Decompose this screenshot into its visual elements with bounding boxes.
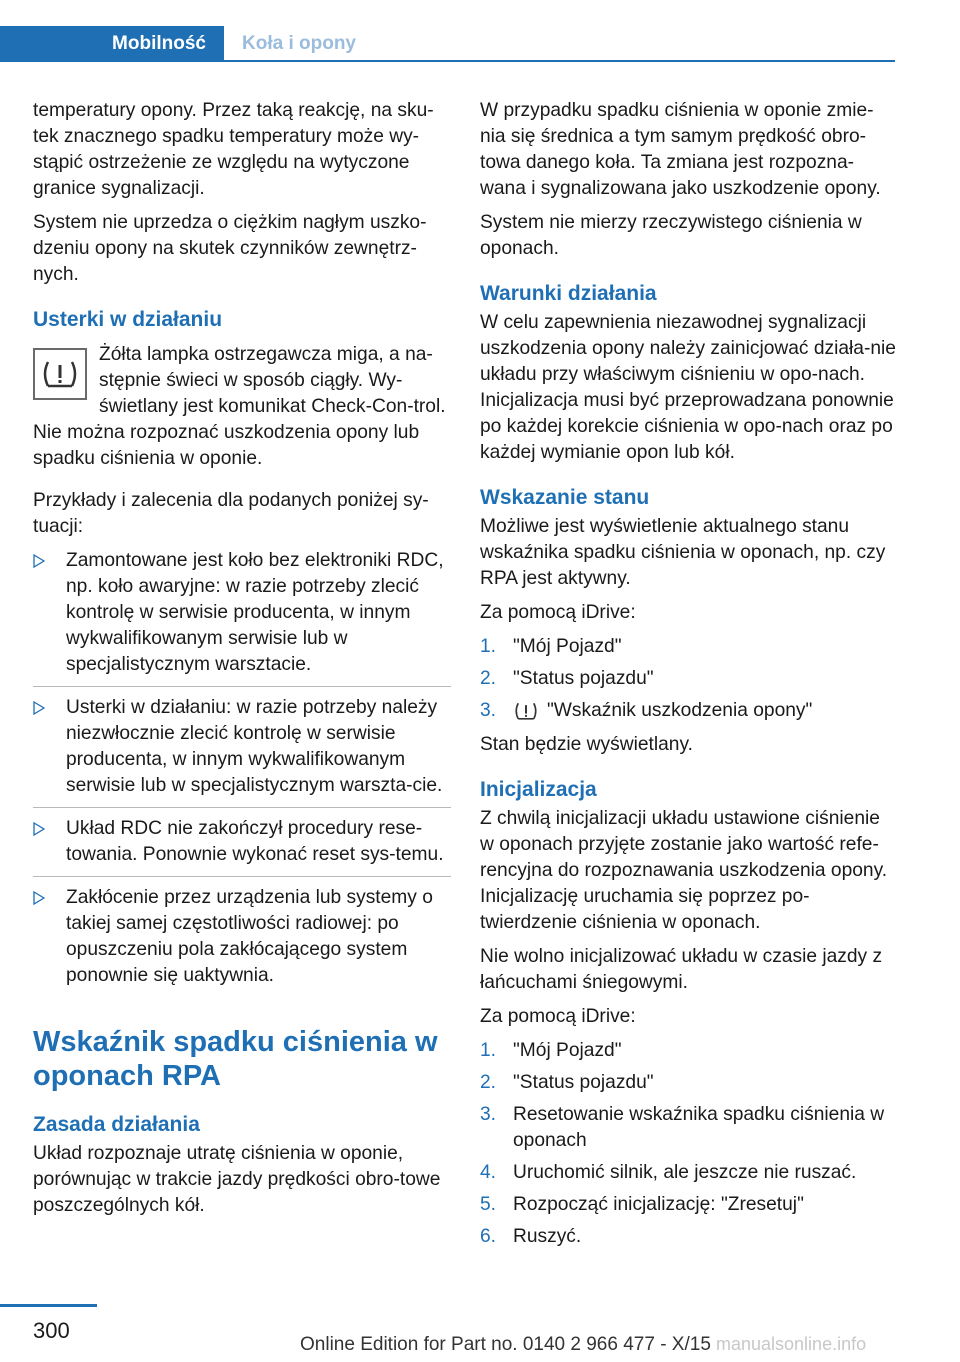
tab-kola-label: Koła i opony <box>242 33 356 54</box>
list-item <box>480 1160 898 1186</box>
list-item <box>480 1102 898 1154</box>
list-item-text: Uruchomić silnik, ale jeszcze nie ruszać. <box>513 1162 857 1183</box>
left-column <box>33 98 451 1227</box>
list-item <box>480 1038 898 1064</box>
list-item <box>33 695 451 808</box>
tab-mobilnosc[interactable] <box>0 26 224 62</box>
list-item <box>480 1192 898 1218</box>
tab-kola-i-opony[interactable] <box>224 26 356 62</box>
heading-stan: Wskazanie stanu <box>480 486 650 509</box>
warning-block <box>33 342 451 472</box>
list-item <box>33 548 451 687</box>
list-item-text: "Mój Pojazd" <box>513 1040 622 1061</box>
paragraph: W przypadku spadku ciśnienia w oponie zmie-nia się średnica a tym samym prędkość obro-towa danego koła. Ta zmiana jest rozpozna-wana i sygnalizowana jako uszkodzenie opony. <box>480 100 881 199</box>
edition-text: Online Edition for Part no. 0140 2 966 477 - X/15 <box>300 1334 711 1355</box>
list-item-text: Usterki w działaniu: w razie potrzeby należy niezwłocznie zlecić kontrolę w serwisie producenta, w innym wykwalifikowanym serwisie lub w specjalistycznym warszta-cie. <box>66 697 443 796</box>
paragraph: System nie mierzy rzeczywistego ciśnienia w oponach. <box>480 212 862 259</box>
paragraph: Przykłady i zalecenia dla podanych poniżej sy-tuacji: <box>33 490 429 537</box>
watermark: manualsonline.info <box>716 1334 867 1354</box>
paragraph: Stan będzie wyświetlany. <box>480 734 693 755</box>
section-title: Wskaźnik spadku ciśnienia w oponach RPA <box>33 1026 438 1092</box>
list-number: 6. <box>480 1226 497 1247</box>
paragraph: Układ rozpoznaje utratę ciśnienia w oponie, porównując w trakcie jazdy prędkości obro-towe poszczególnych kół. <box>33 1143 441 1216</box>
list-number: 3. <box>480 700 497 721</box>
list-item-text: "Status pojazdu" <box>513 1072 654 1093</box>
list-item-text: "Status pojazdu" <box>513 668 654 689</box>
heading-zasada: Zasada działania <box>33 1113 200 1136</box>
list-number: 2. <box>480 1072 497 1093</box>
paragraph: Możliwe jest wyświetlenie aktualnego stanu wskaźnika spadku ciśnienia w oponach, np. czy RPA jest aktywny. <box>480 516 886 589</box>
tire-pressure-warning-icon <box>33 348 87 400</box>
paragraph: Za pomocą iDrive: <box>480 1006 636 1027</box>
list-number: 1. <box>480 1040 497 1061</box>
triangle-bullet-icon <box>33 891 45 905</box>
list-item <box>480 1070 898 1096</box>
list-item <box>480 634 898 660</box>
bullet-list <box>33 548 451 997</box>
heading-usterki: Usterki w działaniu <box>33 308 223 331</box>
paragraph: Z chwilą inicjalizacji układu ustawione ciśnienie w oponach przyjęte zostanie jako wartość refe-rencyjna do rozpoznawania uszkodzenia opony. Inicjalizację uruchamia się poprzez po-twierdzenie ciśnienia w oponach. <box>480 808 888 933</box>
list-item-text: Zamontowane jest koło bez elektroniki RDC, np. koło awaryjne: w razie potrzeby zlecić kontrolę w serwisie producenta, w innym wykwalifikowanym serwisie lub w specjalistycznym warsztacie. <box>66 550 444 675</box>
footer-rule <box>0 1304 97 1307</box>
list-item <box>480 698 898 724</box>
triangle-bullet-icon <box>33 822 45 836</box>
list-number: 4. <box>480 1162 497 1183</box>
paragraph: System nie uprzedza o ciężkim nagłym uszko-dzeniu opony na skutek czynników zewnętrz-nych. <box>33 212 427 285</box>
list-item-text: Rozpocząć inicjalizację: "Zresetuj" <box>513 1194 804 1215</box>
header-rule <box>224 60 895 62</box>
heading-warunki: Warunki działania <box>480 282 657 305</box>
ordered-list <box>480 634 898 724</box>
list-item-text: Ruszyć. <box>513 1226 582 1247</box>
list-item-text: Układ RDC nie zakończył procedury rese-towania. Ponownie wykonać reset sys-temu. <box>66 818 444 865</box>
list-number: 5. <box>480 1194 497 1215</box>
triangle-bullet-icon <box>33 701 45 715</box>
list-item <box>33 885 451 997</box>
list-item-text: Zakłócenie przez urządzenia lub systemy o takiej samej częstotliwości radiowej: po opuszczeniu pola zakłócającego system ponownie się uaktywnia. <box>66 887 433 986</box>
page-number: 300 <box>33 1318 70 1343</box>
paragraph: Nie wolno inicjalizować układu w czasie jazdy z łańcuchami śniegowymi. <box>480 946 883 993</box>
list-number: 2. <box>480 668 497 689</box>
tire-pressure-warning-icon <box>513 701 539 721</box>
triangle-bullet-icon <box>33 554 45 568</box>
paragraph: W celu zapewnienia niezawodnej sygnalizacji uszkodzenia opony należy zainicjować działa-nie układu przy właściwym ciśnieniu w opo-nach. Inicjalizacja musi być przeprowadzana ponownie po każdej korekcie ciśnienia w opo-nach oraz po każdej wymianie opon lub kół. <box>480 312 896 463</box>
heading-inicjalizacja: Inicjalizacja <box>480 778 597 801</box>
list-item-text: "Wskaźnik uszkodzenia opony" <box>547 700 813 721</box>
list-item-text: "Mój Pojazd" <box>513 636 622 657</box>
tab-mobilnosc-label: Mobilność <box>112 33 206 54</box>
warning-text: Żółta lampka ostrzegawcza miga, a na-stępnie świeci w sposób ciągły. Wy-świetlany jest komunikat Check-Con-trol. Nie można rozpoznać uszkodzenia opony lub spadku ciśnienia w oponie. <box>33 344 446 469</box>
paragraph: temperatury opony. Przez taką reakcję, na sku-tek znacznego spadku temperatury może wy-stąpić ostrzeżenie ze względu na wytyczone granice sygnalizacji. <box>33 100 434 199</box>
list-item <box>33 816 451 877</box>
ordered-list <box>480 1038 898 1250</box>
list-item <box>480 666 898 692</box>
list-number: 1. <box>480 636 497 657</box>
list-number: 3. <box>480 1104 497 1125</box>
list-item <box>480 1224 898 1250</box>
list-item-text: Resetowanie wskaźnika spadku ciśnienia w oponach <box>513 1104 885 1151</box>
paragraph: Za pomocą iDrive: <box>480 602 636 623</box>
right-column <box>480 98 898 1258</box>
